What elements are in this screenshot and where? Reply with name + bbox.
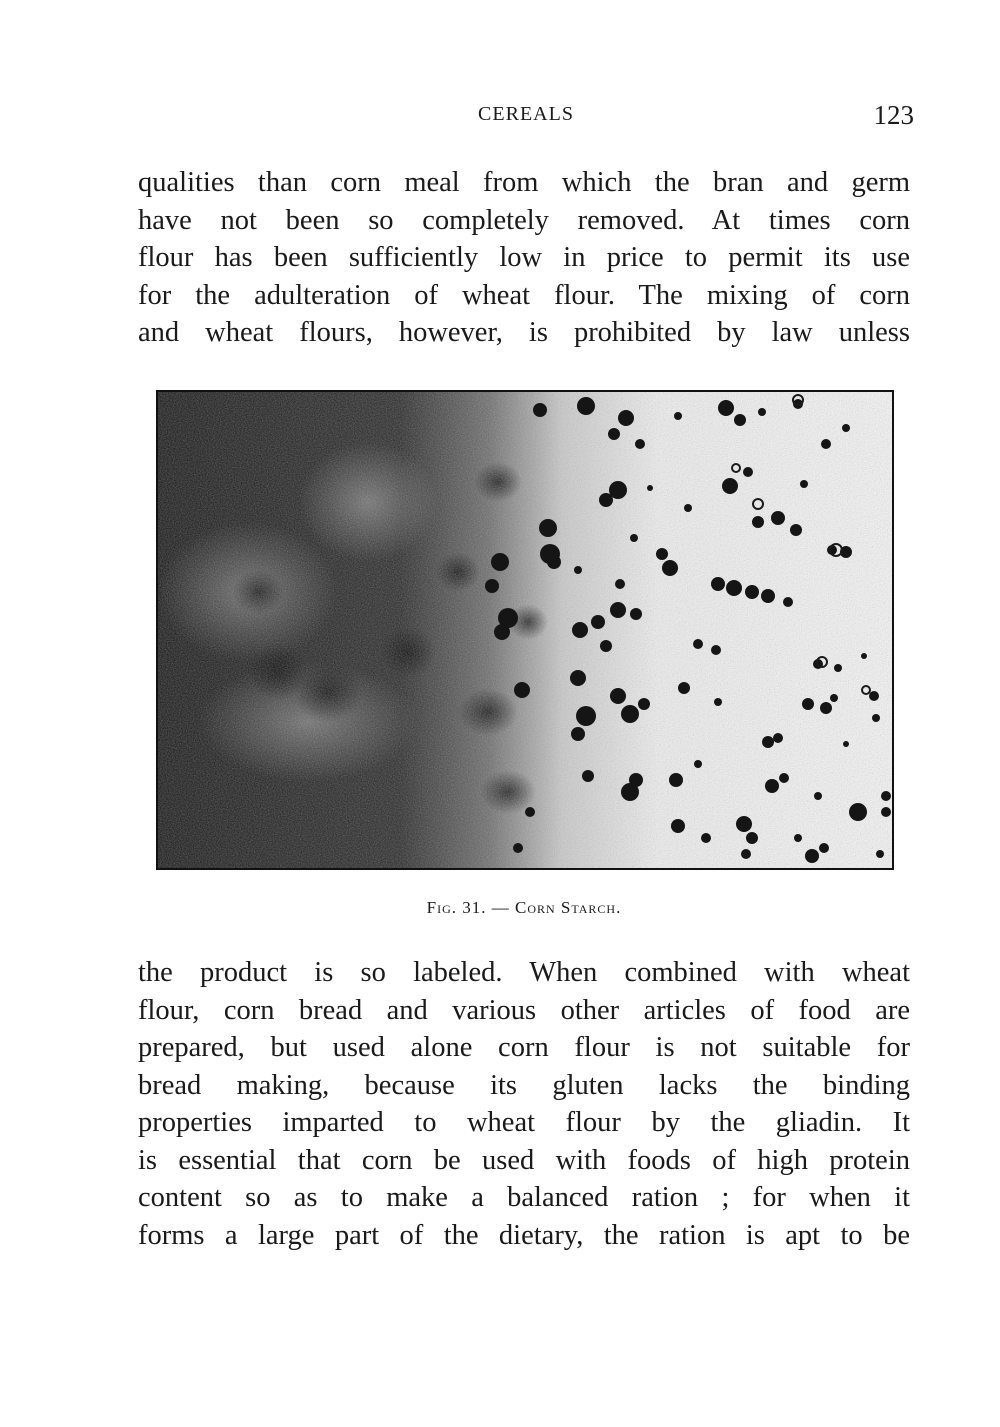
text-line: the product is so labeled. When combined with wheat: [138, 957, 910, 988]
text-line: for the adulteration of wheat flour. The mixing of corn: [138, 279, 910, 311]
text-line: forms a large part of the dietary, the ration is apt to be: [138, 1219, 910, 1251]
running-title: CEREALS: [478, 103, 574, 125]
text-line: bread making, because its gluten lacks the binding: [138, 1069, 910, 1101]
text-line: flour has been sufficiently low in price to permit its use: [138, 242, 910, 273]
figure-corn-starch-photo: [156, 390, 894, 870]
running-head: [138, 100, 914, 133]
micrograph-image: [158, 392, 892, 868]
text-line: and wheat flours, however, is prohibited by law unless: [138, 317, 910, 348]
paragraph-bottom: [138, 954, 910, 1254]
text-line: have not been so completely removed. At times corn: [138, 204, 910, 236]
text-line: prepared, but used alone corn flour is not suitable for: [138, 1032, 910, 1063]
text-line: is essential that corn be used with foods of high protein: [138, 1144, 910, 1176]
text-line: content so as to make a balanced ration ; for when it: [138, 1182, 910, 1213]
paragraph-top: [138, 164, 910, 352]
text-line: properties imparted to wheat flour by the gliadin. It: [138, 1107, 910, 1138]
figure-caption: Fig. 31. — Corn Starch.: [426, 898, 622, 917]
text-line: qualities than corn meal from which the bran and germ: [138, 167, 910, 198]
text-line: flour, corn bread and various other articles of food are: [138, 994, 910, 1026]
page-number: 123: [873, 100, 914, 130]
